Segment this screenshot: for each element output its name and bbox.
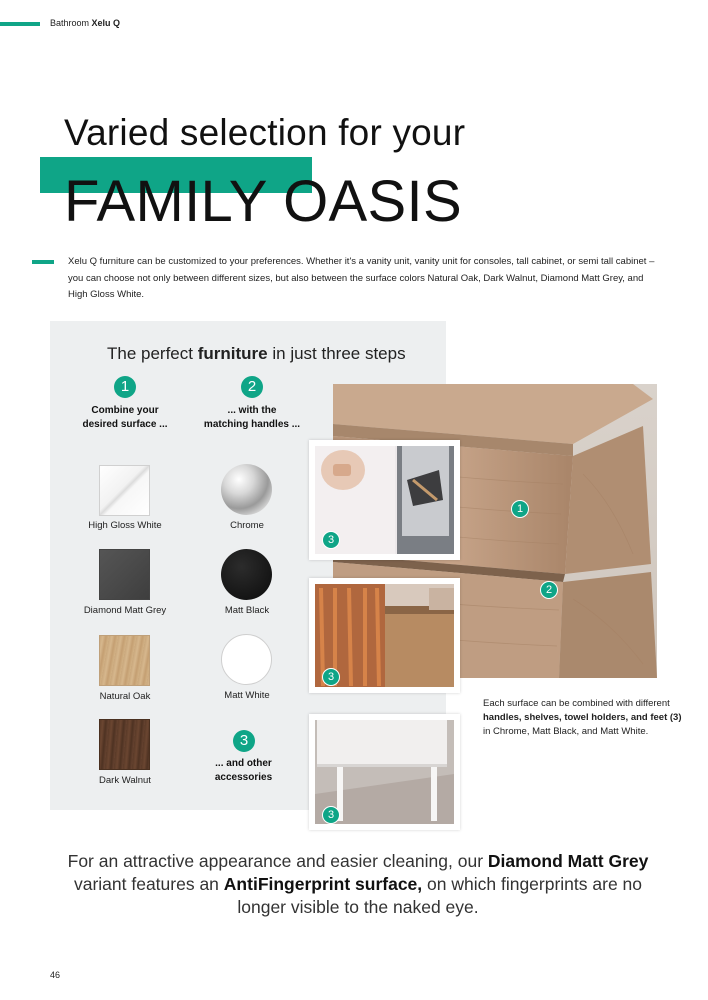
panel-heading-bold: furniture	[197, 344, 268, 363]
finish-matt-white	[221, 634, 272, 685]
footer-text-3: on which fingerprints are no longer visible to the naked eye.	[237, 874, 643, 917]
footer-bold-2: AntiFingerprint surface,	[223, 874, 423, 894]
step-2-label-line2: matching handles ...	[203, 419, 301, 430]
step-1-label	[65, 404, 185, 432]
step-3-label	[190, 757, 297, 785]
step-2-number: 2	[241, 376, 263, 398]
step-3-number: 3	[233, 730, 255, 752]
cabinet-badge-2: 2	[540, 581, 558, 599]
swatch-high-gloss-white	[99, 465, 150, 516]
step-3-label-line1: ... and other	[215, 758, 272, 769]
step-2-label-line1: ... with the	[227, 405, 277, 416]
header-product: Xelu Q	[91, 18, 121, 28]
swatch-natural-oak	[99, 635, 150, 686]
page-number: 46	[50, 970, 61, 980]
caption-dark-walnut: Dark Walnut	[99, 775, 151, 786]
title-line-2: FAMILY OASIS	[64, 169, 462, 234]
feet-badge-3: 3	[322, 806, 340, 824]
intro-paragraph: Xelu Q furniture can be customized to your preferences. Whether it's a vanity unit, vanity unit for consoles, tall cabinet, or semi tall cabinet – you can choose not only between different sizes, but also between the surface colors Natural Oak, Dark Walnut, Diamond Matt Grey, and High Gloss White.	[68, 256, 655, 300]
header-section: Bathroom	[50, 18, 90, 28]
caption-diamond-matt-grey: Diamond Matt Grey	[83, 605, 167, 616]
intro-accent-bar	[32, 260, 54, 264]
towel-holder-badge-3: 3	[322, 531, 340, 549]
finish-matt-black	[221, 549, 272, 600]
footer-bold-1: Diamond Matt Grey	[487, 851, 649, 871]
step-2-label	[190, 404, 314, 432]
panel-heading-pre: The perfect	[107, 344, 193, 363]
caption-high-gloss-white: High Gloss White	[88, 520, 162, 531]
header-breadcrumb	[50, 18, 120, 28]
step-3-label-line2: accessories	[214, 772, 273, 783]
note-pre: Each surface can be combined with different	[483, 698, 670, 709]
cabinet-badge-1: 1	[511, 500, 529, 518]
caption-matt-black: Matt Black	[224, 605, 270, 616]
note-bold: handles, shelves, towel holders, and feet (3)	[483, 712, 682, 723]
step-1-label-line1: Combine your	[91, 405, 159, 416]
panel-heading-post: in just three steps	[272, 344, 406, 363]
panel-heading	[107, 344, 406, 364]
header-accent-bar	[0, 22, 40, 26]
caption-natural-oak: Natural Oak	[99, 691, 151, 702]
title-line-1: Varied selection for your	[64, 112, 466, 153]
caption-matt-white: Matt White	[224, 690, 270, 701]
step-1-number: 1	[114, 376, 136, 398]
footer-text-1: For an attractive appearance and easier cleaning, our	[67, 851, 484, 871]
note-post: in Chrome, Matt Black, and Matt White.	[483, 726, 649, 737]
step-1-label-line2: desired surface ...	[82, 419, 168, 430]
combination-note	[483, 697, 683, 739]
swatch-dark-walnut	[99, 719, 150, 770]
finish-chrome	[221, 464, 272, 515]
caption-chrome: Chrome	[230, 520, 264, 531]
swatch-diamond-matt-grey	[99, 549, 150, 600]
shelf-badge-3: 3	[322, 668, 340, 686]
anti-fingerprint-note	[60, 850, 656, 919]
footer-text-2: variant features an	[73, 874, 219, 894]
